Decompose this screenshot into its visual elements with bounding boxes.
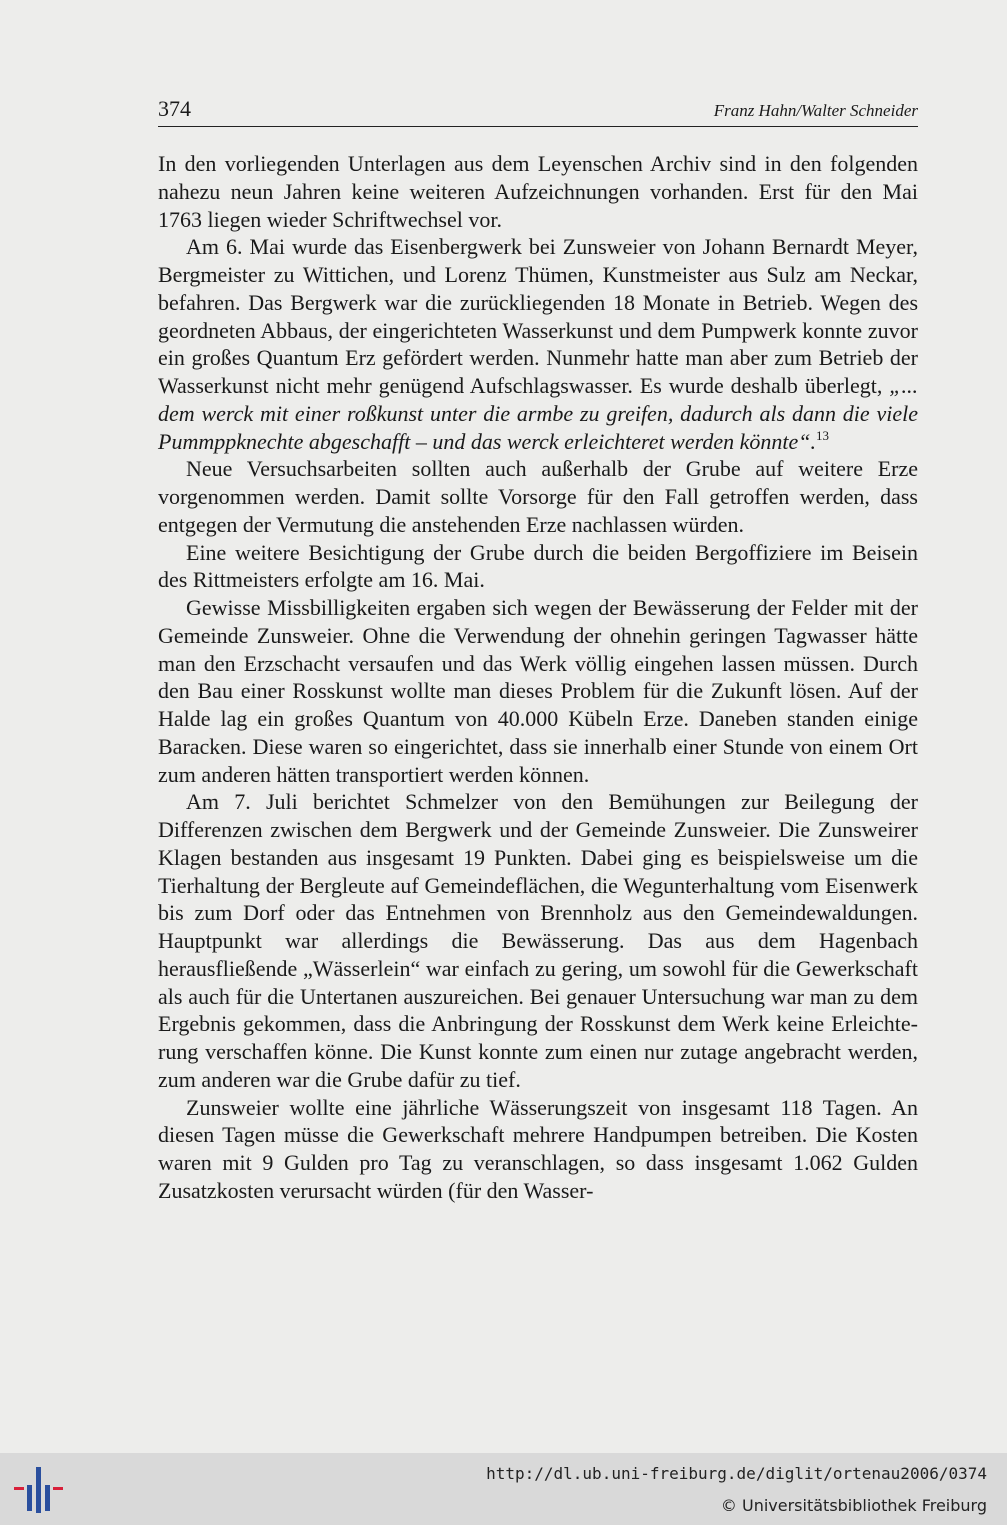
paragraph-2-text: Am 6. Mai wurde das Eisenbergwerk bei Zunsweier von Johann Bernardt Meyer, Bergmeister zu Wittichen, und Lorenz Thümen, Kunstmeister aus Sulz am Neckar, befahren. Das Bergwerk war die zurückliegenden 18 Monate in Betrieb. Wegen des geordneten Abbaus, der eingerichteten Wasserkunst und dem Pumpwerk konnte zuvor ein großes Quantum Erz gefördert werden. Nunmehr hatte man aber zum Betrieb der Wasserkunst nicht mehr genügend Aufschlagswasser. Es wurde deshalb überlegt,: [158, 234, 918, 398]
paragraph-6: Am 7. Juli berichtet Schmelzer von den Bemühungen zur Beilegung der Differenzen zwischen dem Bergwerk und der Gemeinde Zunsweier. Die Zunsweirer Klagen bestanden aus insgesamt 19 Punkten. Dabei ging es beispielsweise um die Tierhaltung der Bergleute auf Gemeindeflächen, die Wegunterhaltung vom Eisenwerk bis zum Dorf oder das Entnehmen von Brennholz aus den Gemeindewaldungen. Hauptpunkt war allerdings die Bewässerung. Das aus dem Hagenbach herausfließende „Wässerlein“ war einfach zu gering, um sowohl für die Gewerkschaft als auch für die Untertanen auszureichen. Bei genauer Untersuchung war man zu dem Ergebnis gekommen, dass die Anbringung der Rosskunst dem Werk keine Erleichterung verschaffen könne. Die Kunst konnte zum einen nur zutage angebracht werden, zum anderen war die Grube dafür zu tief.: [158, 789, 918, 1092]
paragraph-7: Zunsweier wollte eine jährliche Wässerungszeit von insgesamt 118 Tagen. An diesen Tagen müsse die Gewerkschaft mehrere Handpumpen betreiben. Die Kosten waren mit 9 Gulden pro Tag zu veranschlagen, so dass insgesamt 1.062 Gulden Zusatzkosten verursacht würden (für den Wasser-: [158, 1094, 918, 1203]
ub-freiburg-logo-icon: [14, 1465, 64, 1515]
copyright-notice: © Universitätsbibliothek Freiburg: [720, 1496, 987, 1515]
running-head: Franz Hahn/Walter Schneider: [713, 101, 918, 120]
paragraph-4: Eine weitere Besichtigung der Grube durch die beiden Bergoffiziere im Beisein des Rittmeisters erfolgte am 16. Mai.: [158, 539, 918, 593]
body-text: [158, 150, 918, 1205]
footer-bar: [0, 1453, 1007, 1525]
paragraph-5: Gewisse Missbilligkeiten ergaben sich wegen der Bewässerung der Felder mit der Gemeinde Zunsweier. Ohne die Verwendung der ohnehin geringen Tagwasser hätte man den Erzschacht versaufen und das Werk völlig eingehen lassen müssen. Durch den Bau einer Rosskunst wollte man dieses Problem für die Zukunft lösen. Auf der Halde lag ein großes Quantum von 40.000 Kübeln Erze. Daneben standen einige Baracken. Diese waren so eingerichtet, dass sie innerhalb einer Stunde von einem Ort zum anderen hätten transportiert werden können.: [158, 595, 918, 787]
footnote-marker: 13: [816, 427, 829, 443]
source-url-link[interactable]: http://dl.ub.uni-freiburg.de/diglit/ortenau2006/0374: [486, 1464, 987, 1483]
paragraph-1: In den vorliegenden Unterlagen aus dem Leyenschen Archiv sind in den folgenden nahezu neun Jahren keine weiteren Aufzeichnungen vorhanden. Erst für den Mai 1763 liegen wieder Schriftwechsel vor.: [158, 151, 918, 232]
paragraph-3: Neue Versuchsarbeiten sollten auch außerhalb der Grube auf weitere Erze vorgenommen werden. Damit sollte Vorsorge für den Fall getroffen werden, dass entgegen der Vermutung die anstehenden Erze nachlassen würden.: [158, 456, 918, 537]
paragraph-2-quote: „... dem werck mit einer roßkunst unter die armbe zu greifen, dadurch als dann die viele Pummppknechte abgeschafft – und das werck erleichteret werden könnte“.: [158, 373, 918, 454]
paragraph-2: [158, 233, 918, 455]
page-number: 374: [158, 96, 191, 121]
page-header: [158, 96, 918, 127]
